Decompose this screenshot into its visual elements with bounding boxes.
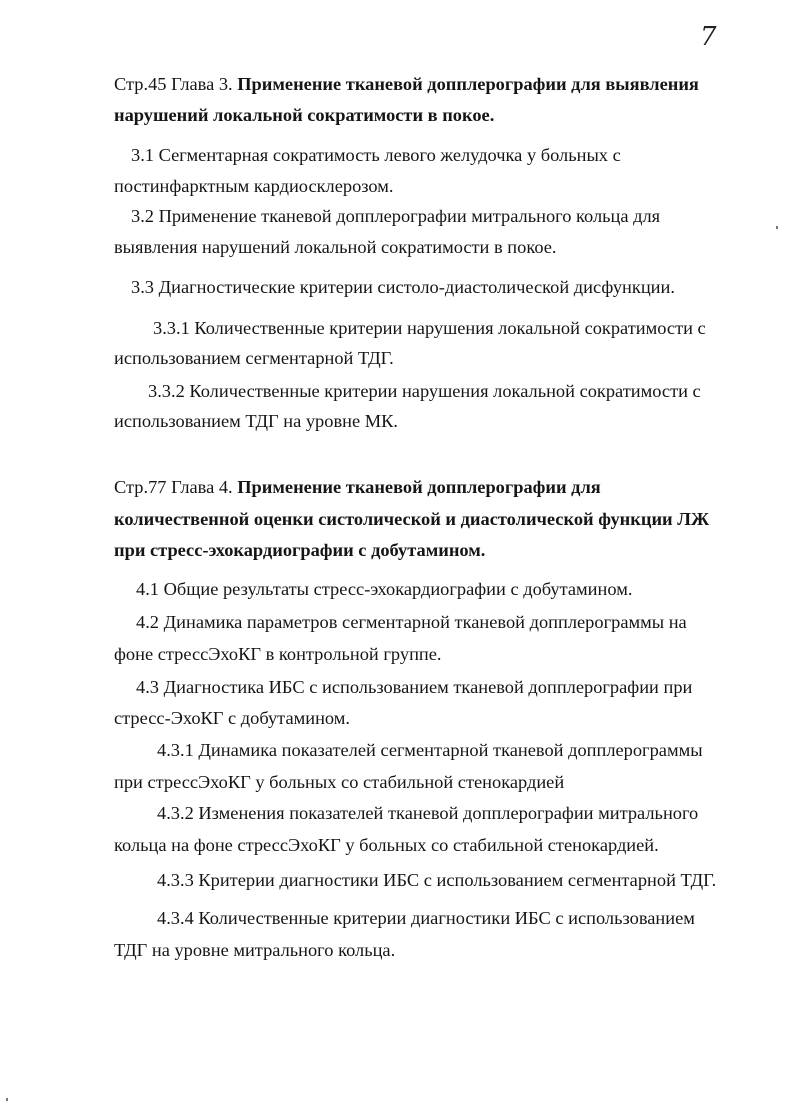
toc-item-4-3-4-line-2: ТДГ на уровне митрального кольца.	[114, 940, 396, 960]
chapter-3-prefix: Стр.45 Глава 3.	[114, 74, 238, 94]
chapter-3-title-part-2: нарушений локальной сократимости в покое.	[114, 105, 495, 125]
toc-item-3-3: 3.3 Диагностические критерии систоло-диастолической дисфункции.	[131, 277, 675, 297]
chapter-4-heading-line-1	[114, 476, 601, 498]
chapter-3-heading-line-1	[114, 73, 699, 95]
toc-item-4-3-2-line-2: кольца на фоне стрессЭхоКГ у больных со стабильной стенокардией.	[114, 835, 659, 855]
toc-item-4-3-4-line-1: 4.3.4 Количественные критерии диагностики ИБС с использованием	[157, 908, 695, 928]
toc-item-3-2-line-1: 3.2 Применение тканевой допплерографии митрального кольца для	[131, 206, 661, 226]
toc-item-4-2-line-1: 4.2 Динамика параметров сегментарной тканевой допплерограммы на	[136, 612, 687, 632]
toc-item-4-1: 4.1 Общие результаты стресс-эхокардиографии с добутамином.	[136, 579, 633, 599]
chapter-4-prefix: Стр.77 Глава 4.	[114, 477, 238, 497]
toc-item-4-3-line-1: 4.3 Диагностика ИБС с использованием тканевой допплерографии при	[136, 677, 693, 697]
toc-item-3-1-line-2: постинфарктным кардиосклерозом.	[114, 176, 394, 196]
toc-item-4-3-3: 4.3.3 Критерии диагностики ИБС с использованием сегментарной ТДГ.	[157, 870, 717, 890]
toc-item-3-3-2-line-2: использованием ТДГ на уровне МК.	[114, 411, 398, 431]
chapter-3-title-part-1: Применение тканевой допплерографии для выявления	[237, 74, 699, 94]
toc-item-4-3-line-2: стресс-ЭхоКГ с добутамином.	[114, 708, 351, 728]
toc-item-4-3-2-line-1: 4.3.2 Изменения показателей тканевой допплерографии митрального	[157, 803, 699, 823]
toc-item-4-2-line-2: фоне стрессЭхоКГ в контрольной группе.	[114, 644, 442, 664]
toc-item-4-3-1-line-1: 4.3.1 Динамика показателей сегментарной тканевой допплерограммы	[157, 740, 703, 760]
toc-item-4-3-1-line-2: при стрессЭхоКГ у больных со стабильной стенокардией	[114, 772, 565, 792]
scan-speck	[6, 1098, 8, 1101]
page-number: 7	[700, 22, 717, 52]
chapter-4-title-part-2: количественной оценки систолической и диастолической функции ЛЖ	[114, 509, 710, 529]
chapter-4-title-part-3: при стресс-эхокардиографии с добутамином.	[114, 540, 486, 560]
toc-item-3-3-1-line-1: 3.3.1 Количественные критерии нарушения локальной сократимости с	[153, 318, 706, 338]
toc-item-3-2-line-2: выявления нарушений локальной сократимости в покое.	[114, 237, 557, 257]
scan-speck	[776, 226, 778, 229]
toc-item-3-3-1-line-2: использованием сегментарной ТДГ.	[114, 348, 394, 368]
toc-item-3-1-line-1: 3.1 Сегментарная сократимость левого желудочка у больных с	[131, 145, 621, 165]
chapter-4-title-part-1: Применение тканевой допплерографии для	[237, 477, 601, 497]
toc-item-3-3-2-line-1: 3.3.2 Количественные критерии нарушения локальной сократимости с	[148, 381, 701, 401]
